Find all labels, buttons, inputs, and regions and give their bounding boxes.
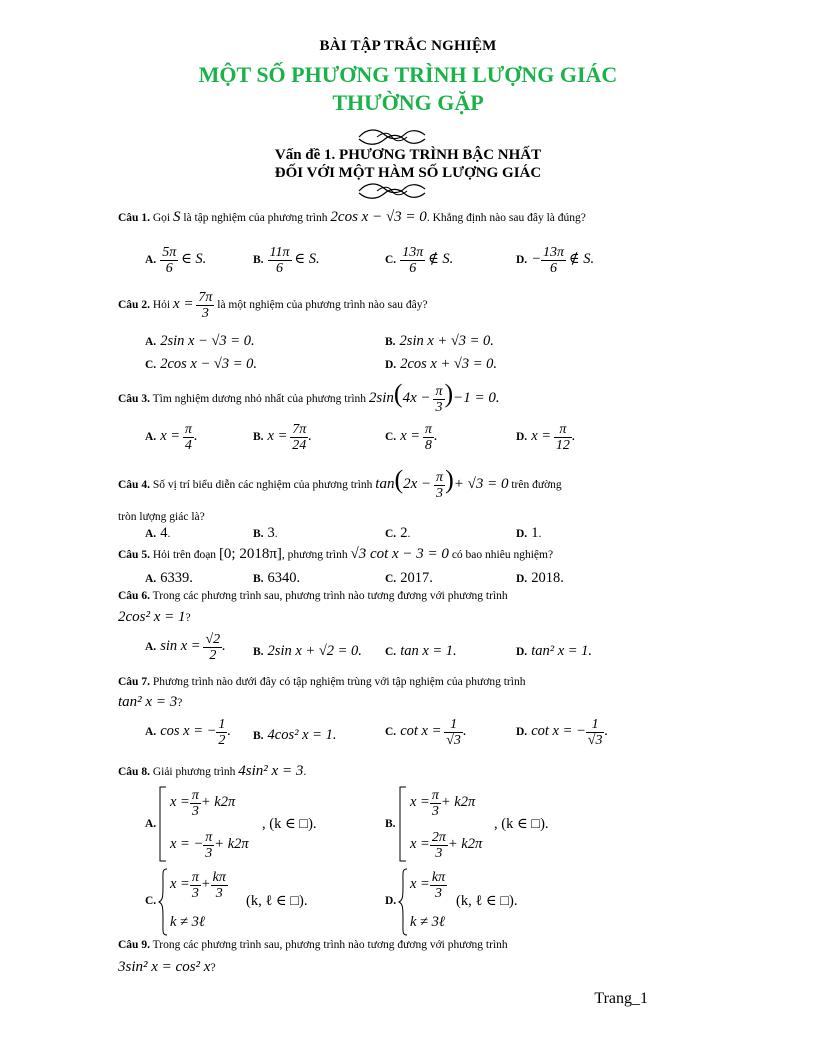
option-d-condition: (k, ℓ ∈ □). [456,893,518,909]
option-c-line1: x = $\frac{\pi}{3}$ + $\frac{k\pi}{3}$ [170,870,226,901]
option-b[interactable]: B. [385,818,396,830]
question-6-text: Câu 6. Trong các phương trình sau, phương trình nào tương đương với phương trình [118,590,508,602]
option-c[interactable]: C. x = $\frac{\pi}{8}$ . [385,422,438,453]
option-d[interactable]: D. tan² x = 1. [516,643,593,659]
option-a[interactable]: A. cos x = − $\frac{1}{2}$ . [145,717,232,748]
question-4-text-cont: tròn lượng giác là? [118,511,205,523]
brace-icon [158,868,168,936]
option-c[interactable]: C. 2. [385,525,411,541]
option-d[interactable]: D. cot x = − $\frac{1}{√3}$ . [516,717,609,748]
page-number: Trang_1 [594,990,648,1007]
option-b[interactable]: B. $\frac{11\pi}{6}$ ∈ S. [253,245,320,276]
option-d[interactable]: D. 1. [516,525,542,541]
document-subtitle: BÀI TẬP TRẮC NGHIỆM [319,38,497,54]
option-a-line1: x = $\frac{\pi}{3}$ + k2π [170,788,236,819]
option-a[interactable]: A. x = $\frac{\pi}{4}$ . [145,422,198,453]
option-a[interactable]: A. 2sin x − √3 = 0. [145,333,255,349]
option-d[interactable]: D. x = $\frac{\pi}{12}$ . [516,422,576,453]
option-c[interactable]: C. 2cos x − √3 = 0. [145,356,257,372]
option-b[interactable]: B. 2sin x + √3 = 0. [385,333,494,349]
option-c-line2: k ≠ 3ℓ [170,914,205,930]
document-title-line1: MỘT SỐ PHƯƠNG TRÌNH LƯỢNG GIÁC [198,62,618,87]
option-a-condition: , (k ∈ □). [262,816,317,832]
question-7-eq: tan² x = 3? [118,694,183,710]
question-9-eq: 3sin² x = cos² x? [118,959,216,975]
question-9-text: Câu 9. Trong các phương trình sau, phương trình nào tương đương với phương trình [118,939,508,951]
option-b-line1: x = $\frac{\pi}{3}$ + k2π [410,788,476,819]
option-b[interactable]: B. 2sin x + √2 = 0. [253,643,362,659]
option-b[interactable]: B. 6340. [253,570,301,586]
option-b-condition: , (k ∈ □). [494,816,549,832]
option-a[interactable]: A. $\frac{5\pi}{6}$ ∈ S. [145,245,207,276]
ornament-divider-icon [355,180,429,202]
bracket-icon [158,786,168,862]
option-a-line2: x = − $\frac{\pi}{3}$ + k2π [170,830,249,861]
question-5-text: Câu 5. Hỏi trên đoạn [0; 2018π], phương trình √3 cot x − 3 = 0 có bao nhiêu nghiệm? [118,546,554,562]
option-b[interactable]: B. 3. [253,525,278,541]
option-d[interactable]: D. [385,895,397,907]
option-c[interactable]: C. 2017. [385,570,433,586]
option-a[interactable]: A. 4. [145,525,171,541]
option-d[interactable]: D. 2cos x + √3 = 0. [385,356,497,372]
option-b[interactable]: B. 4cos² x = 1. [253,727,337,743]
option-a[interactable]: A. 6339. [145,570,193,586]
question-7-text: Câu 7. Phương trình nào dưới đây có tập nghiệm trùng với tập nghiệm của phương trình [118,676,526,688]
question-2-text: Câu 2. Hỏi x = $\frac{7\pi}{3}$ là một nghiệm của phương trình nào sau đây? [118,290,428,321]
equation: 2cos x − √3 = 0 [330,209,427,225]
option-a[interactable]: A. [145,818,157,830]
question-3-text: Câu 3. Tìm nghiệm dương nhỏ nhất của phương trình 2sin(4x − $\frac{\pi}{3}$ )−1 = 0. [118,379,500,415]
option-b[interactable]: B. x = $\frac{7\pi}{24}$ . [253,422,312,453]
option-c[interactable]: C. $\frac{13\pi}{6}$ ∉ S. [385,245,454,276]
option-d-line2: k ≠ 3ℓ [410,914,445,930]
question-4-text: Câu 4. Số vị trí biểu diễn các nghiệm của phương trình tan(2x − $\frac{\pi}{3}$ )+ √3 = 0 trên đường [118,465,562,501]
question-8-text: Câu 8. Giải phương trình 4sin² x = 3. [118,763,307,779]
option-d-line1: x = $\frac{k\pi}{3}$ [410,870,446,901]
topic-line2: ĐỐI VỚI MỘT HÀM SỐ LƯỢNG GIÁC [274,165,542,181]
option-b-line2: x = $\frac{2\pi}{3}$ + k2π [410,830,483,861]
option-c[interactable]: C. [145,895,157,907]
topic-line1: Vấn đề 1. PHƯƠNG TRÌNH BẬC NHẤT [274,147,542,163]
option-d[interactable]: D. − $\frac{13\pi}{6}$ ∉ S. [516,245,595,276]
brace-icon [398,868,408,936]
document-title-line2: THƯỜNG GẶP [332,90,484,115]
option-c[interactable]: C. cot x = $\frac{1}{√3}$ . [385,717,467,748]
option-a[interactable]: A. sin x = $\frac{√2}{2}$ . [145,632,226,663]
ornament-divider-icon [355,126,429,148]
option-c[interactable]: C. tan x = 1. [385,643,457,659]
option-d[interactable]: D. 2018. [516,570,564,586]
question-1-text: Câu 1. Gọi S là tập nghiệm của phương trình 2cos x − √3 = 0. Khẳng định nào sau đây là đúng? [118,209,586,225]
question-6-eq: 2cos² x = 1? [118,609,191,625]
option-c-condition: (k, ℓ ∈ □). [246,893,308,909]
bracket-icon [398,786,408,862]
question-label: Câu 1. [118,212,150,224]
